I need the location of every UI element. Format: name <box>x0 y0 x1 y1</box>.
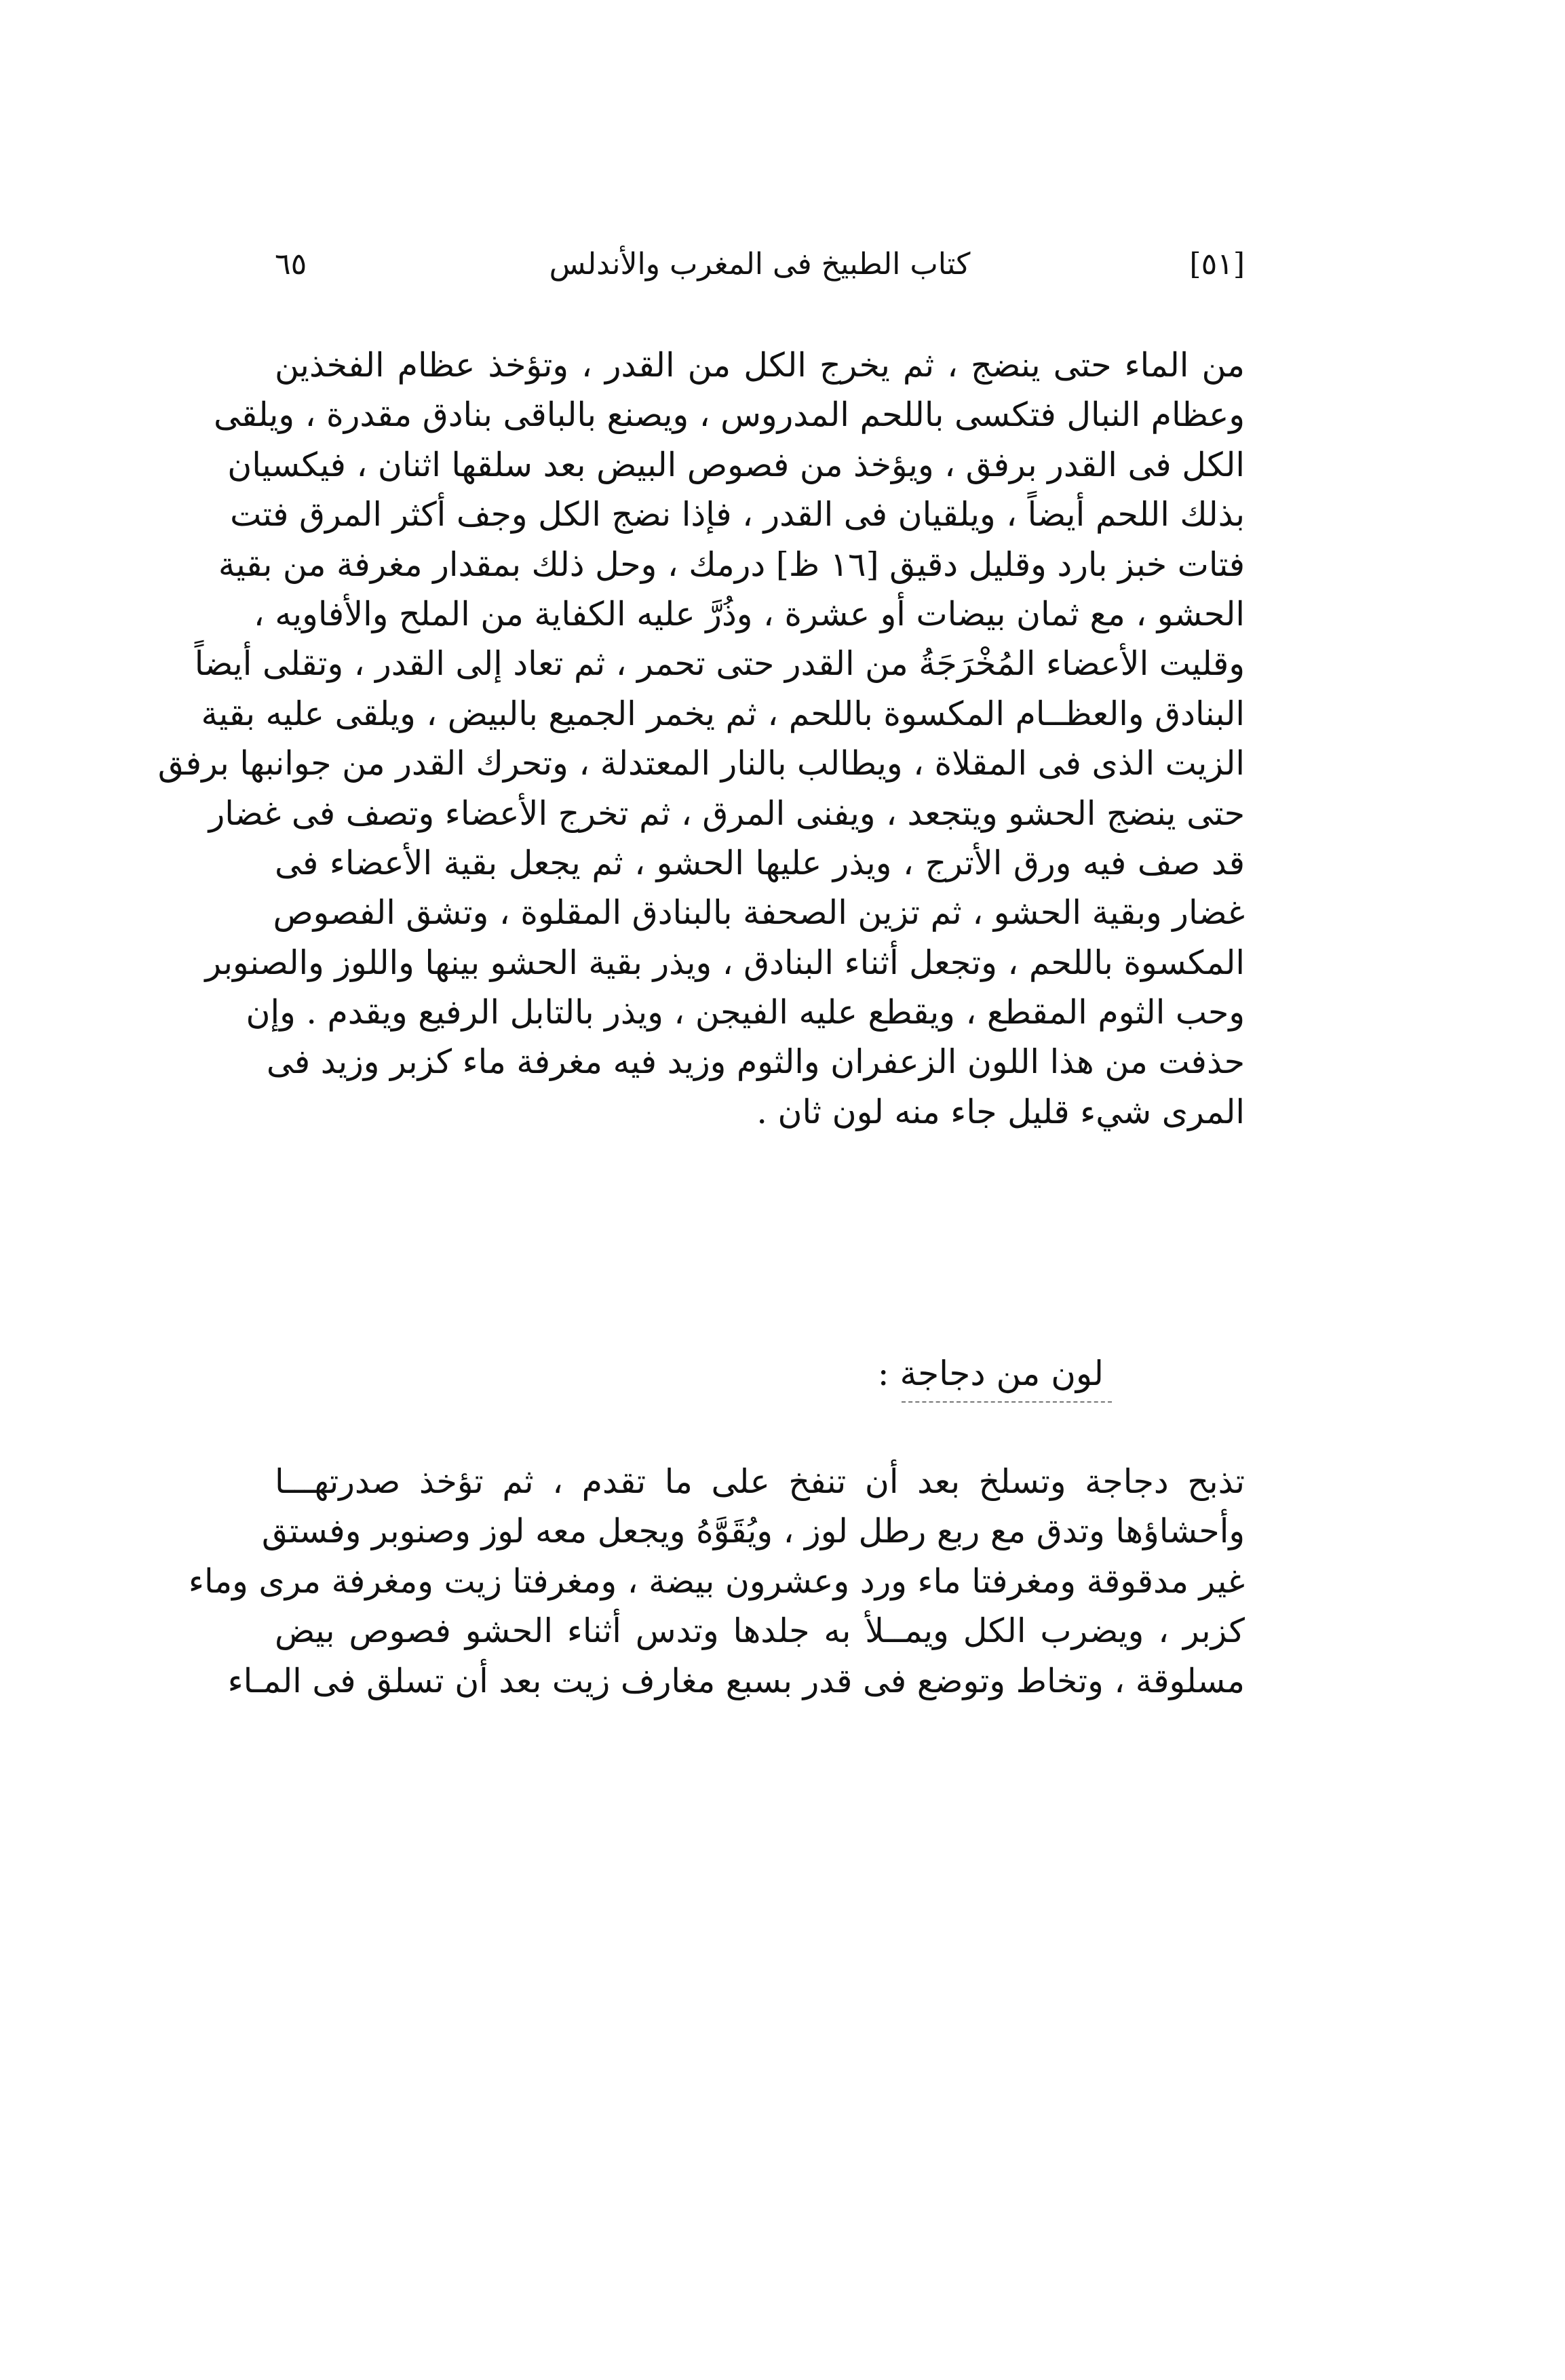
text-line: من الماء حتى ينضج ، ثم يخرج الكل من القدر ، وتؤخذ عظام الفخذين <box>275 346 1245 385</box>
text-line: حذفت من هذا اللون الزعفران والثوم وزيد فيه مغرفة ماء كزبر وزيد فى <box>266 1042 1245 1082</box>
page-header <box>275 244 1245 292</box>
text-line: الحشو ، مع ثمان بيضات أو عشرة ، وذُرَّ عليه الكفاية من الملح والأفاويه ، <box>253 594 1245 633</box>
text-line: حتى ينضج الحشو ويتجعد ، ويفنى المرق ، ثم تخرج الأعضاء وتصف فى غضار <box>208 794 1245 833</box>
page-reference: [٥١] <box>1189 247 1245 281</box>
text-line: المكسوة باللحم ، وتجعل أثناء البنادق ، ويذر بقية الحشو بينها واللوز والصنوبر <box>205 943 1245 982</box>
page-number: ٦٥ <box>275 247 307 281</box>
text-line: قد صف فيه ورق الأترج ، ويذر عليها الحشو ، ثم يجعل بقية الأعضاء فى <box>275 843 1245 882</box>
text-line: الكل فى القدر برفق ، ويؤخذ من فصوص البيض بعد سلقها اثنان ، فيكسيان <box>227 445 1245 484</box>
text-line: مسلوقة ، وتخاط وتوضع فى قدر بسبع مغارف زيت بعد أن تسلق فى المـاء <box>227 1661 1245 1700</box>
text-line: البنادق والعظــام المكسوة باللحم ، ثم يخمر الجميع بالبيض ، ويلقى عليه بقية <box>201 694 1245 733</box>
heading-underline <box>902 1401 1112 1403</box>
text-line: غير مدقوقة ومغرفتا ماء ورد وعشرون بيضة ، ومغرفتا زيت ومغرفة مرى وماء <box>188 1561 1245 1601</box>
text-line: فتات خبز بارد وقليل دقيق [١٦ ظ] درمك ، وحل ذلك بمقدار مغرفة من بقية <box>218 545 1245 584</box>
text-line: وأحشاؤها وتدق مع ربع رطل لوز ، ويُقَوَّهُ ويجعل معه لوز وصنوبر وفستق <box>261 1512 1245 1551</box>
book-title: كتاب الطبيخ فى المغرب والأندلس <box>549 247 971 281</box>
text-line: بذلك اللحم أيضاً ، ويلقيان فى القدر ، فإذا نضج الكل وجف أكثر المرق فتت <box>230 495 1245 534</box>
paragraph-2 <box>188 1457 1245 1706</box>
section-heading: لون من دجاجة : <box>877 1354 1104 1393</box>
text-line: الزيت الذى فى المقلاة ، ويطالب بالنار المعتدلة ، وتحرك القدر من جوانبها برفق <box>157 744 1245 783</box>
text-line: تذبح دجاجة وتسلخ بعد أن تنفخ على ما تقدم ، ثم تؤخذ صدرتهـــا <box>275 1462 1245 1501</box>
section-heading-block <box>878 1350 1104 1403</box>
text-line: غضار وبقية الحشو ، ثم تزين الصحفة بالبنادق المقلوة ، وتشق الفصوص <box>273 893 1245 933</box>
paragraph-1 <box>157 340 1245 1137</box>
text-line: وقليت الأعضاء المُخْرَجَةُ من القدر حتى تحمر ، ثم تعاد إلى القدر ، وتقلى أيضاً <box>194 644 1245 684</box>
text-line: وعظام النبال فتكسى باللحم المدروس ، ويصنع بالباقى بنادق مقدرة ، ويلقى <box>213 395 1245 435</box>
text-line: كزبر ، ويضرب الكل ويمــلأ به جلدها وتدس أثناء الحشو فصوص بيض <box>275 1612 1245 1651</box>
text-line: المرى شيء قليل جاء منه لون ثان . <box>756 1092 1245 1131</box>
text-line: وحب الثوم المقطع ، ويقطع عليه الفيجن ، ويذر بالتابل الرفيع ويقدم . وإن <box>246 993 1245 1032</box>
